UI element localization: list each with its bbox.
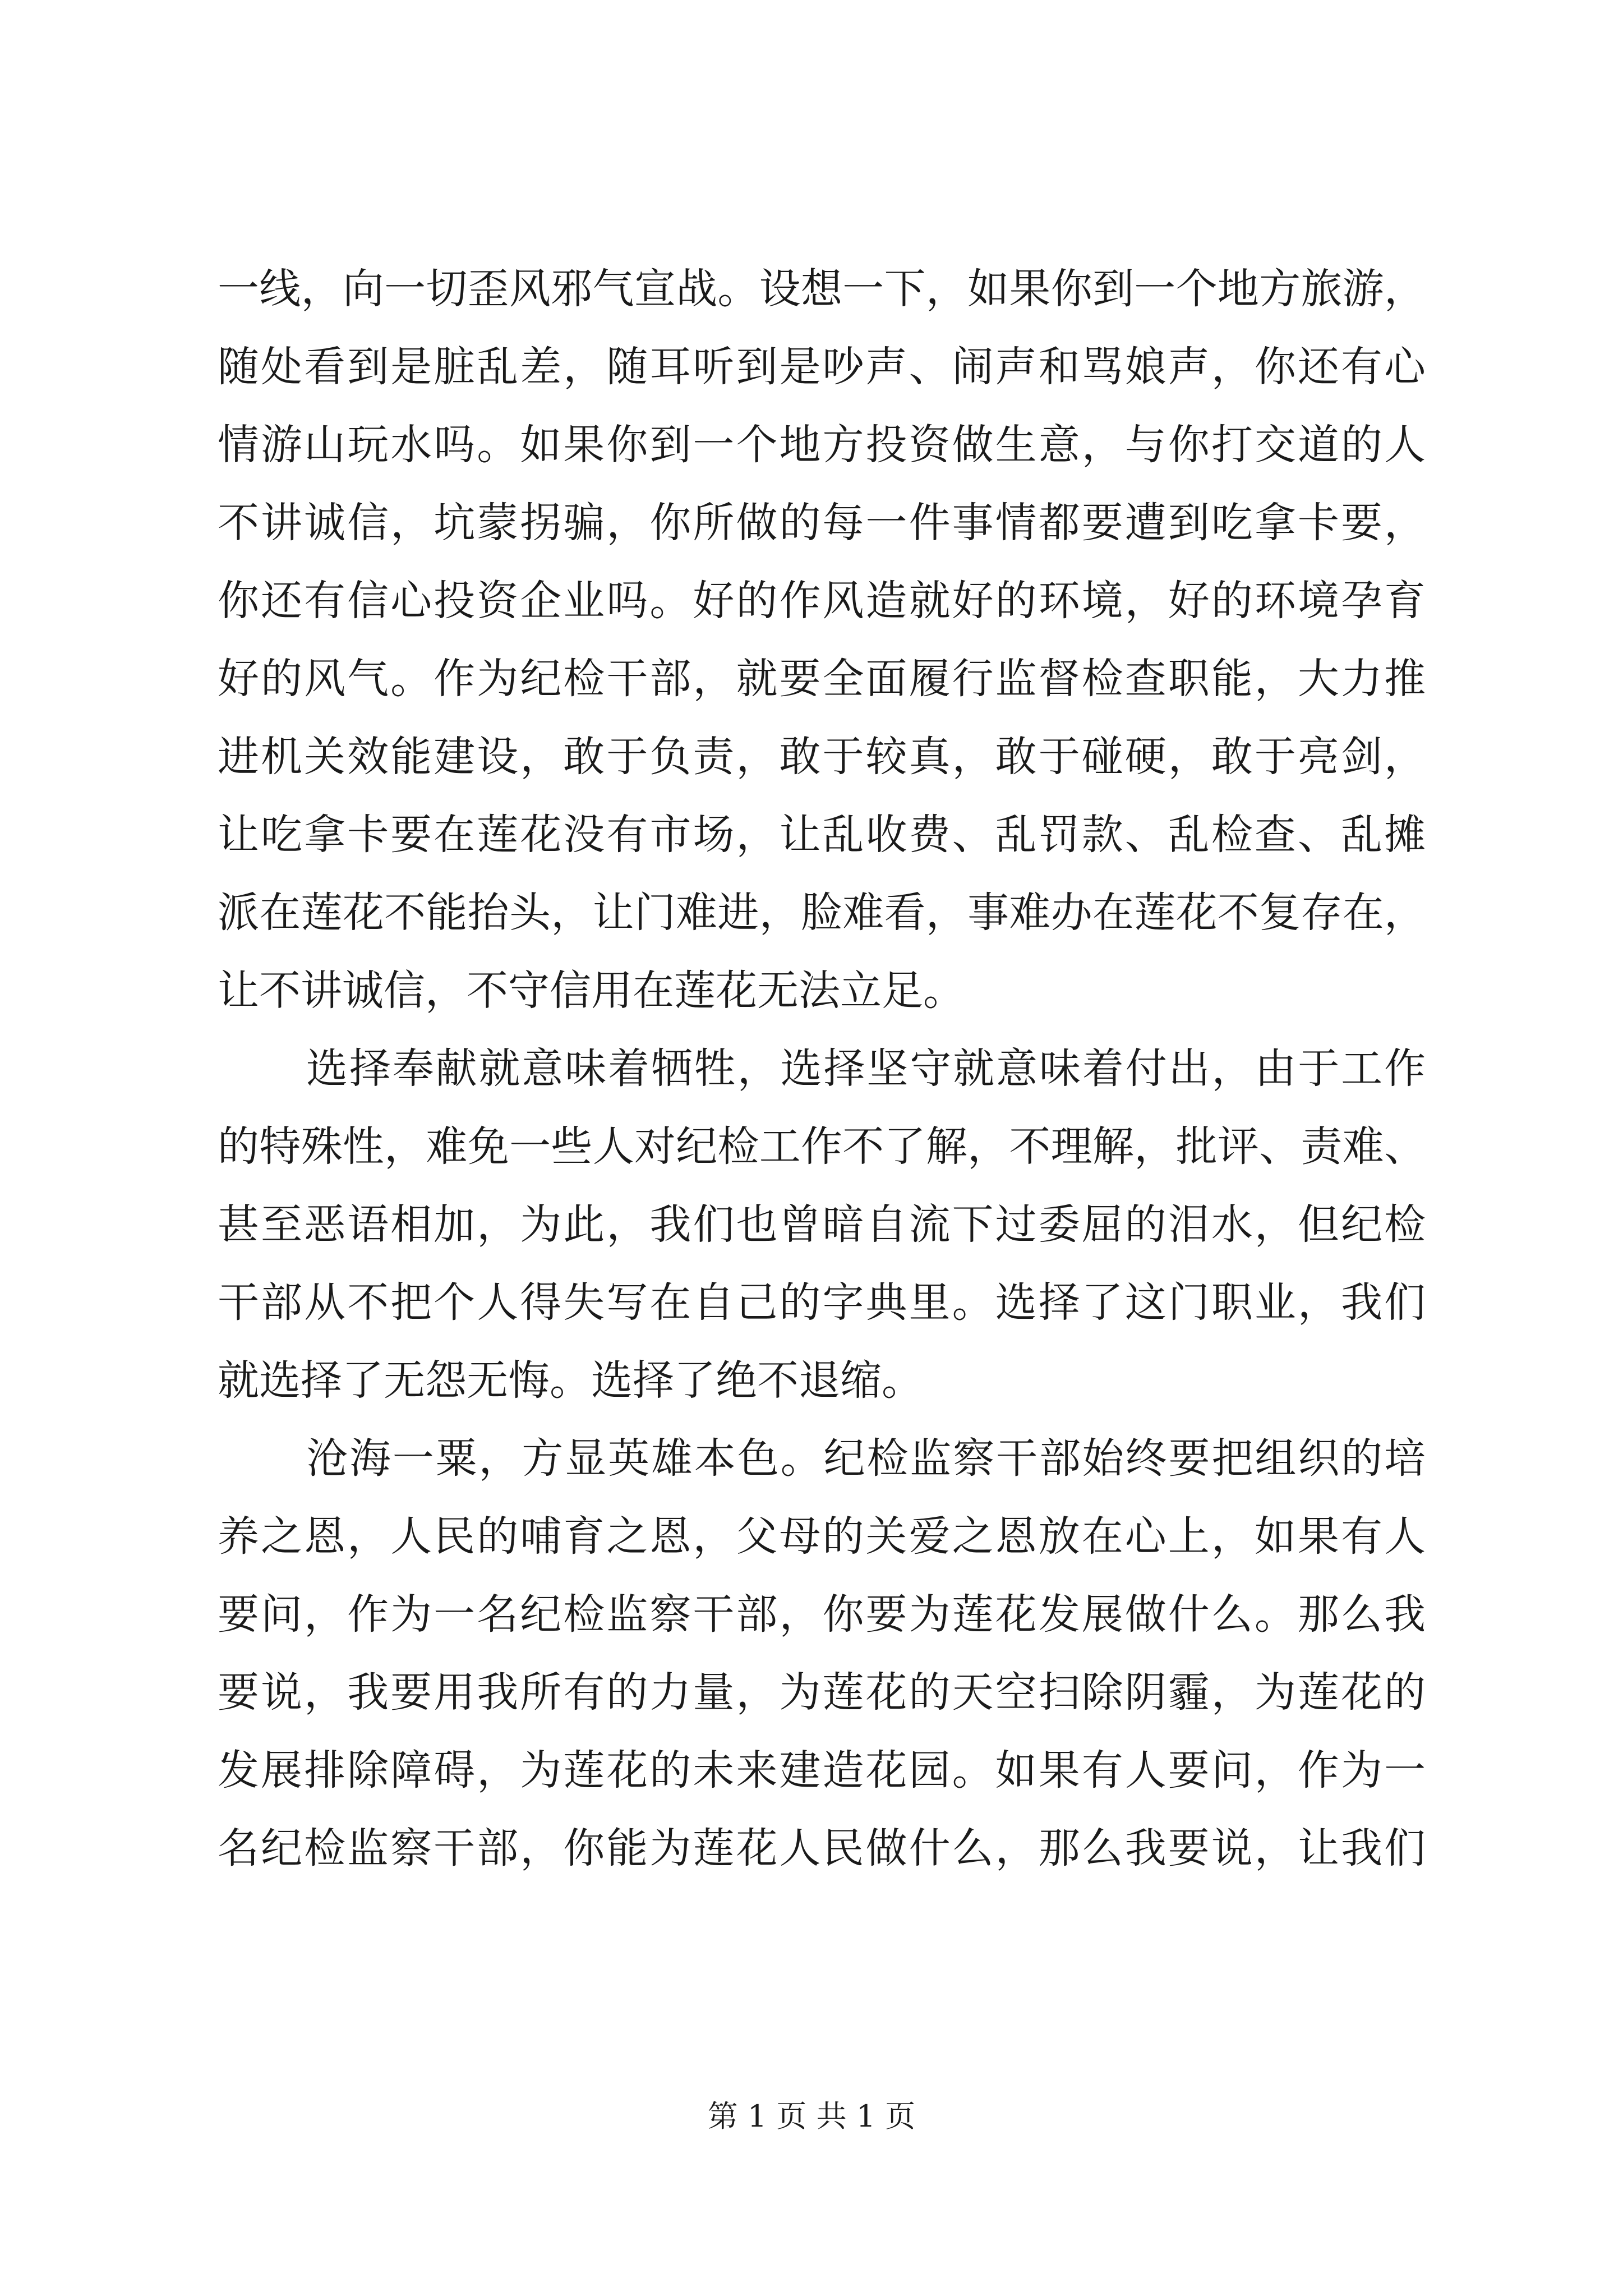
- text-line: 甚至恶语相加，为此，我们也曾暗自流下过委屈的泪水，但纪检: [218, 1200, 1426, 1249]
- paragraph: [218, 1030, 1426, 1420]
- text-line: 的特殊性，难免一些人对纪检工作不了解，不理解，批评、责难、: [218, 1122, 1426, 1171]
- text-line: 就选择了无怨无悔。选择了绝不退缩。: [218, 1356, 923, 1405]
- text-line: 养之恩，人民的哺育之恩，父母的关爱之恩放在心上，如果有人: [218, 1512, 1426, 1561]
- text-line: 一线，向一切歪风邪气宣战。设想一下，如果你到一个地方旅游，: [218, 265, 1426, 313]
- text-line: 让不讲诚信，不守信用在莲花无法立足。: [218, 967, 965, 1015]
- text-line: 发展排除障碍，为莲花的未来建造花园。如果有人要问，作为一: [218, 1746, 1426, 1795]
- text-line: 情游山玩水吗。如果你到一个地方投资做生意，与你打交道的人: [218, 421, 1426, 469]
- text-line: 要问，作为一名纪检监察干部，你要为莲花发展做什么。那么我: [218, 1590, 1426, 1639]
- text-line: 名纪检监察干部，你能为莲花人民做什么，那么我要说，让我们: [218, 1824, 1426, 1872]
- text-line: 你还有信心投资企业吗。好的作风造就好的环境，好的环境孕育: [218, 577, 1426, 625]
- page-footer: 第 1 页 共 1 页: [707, 2099, 916, 2134]
- text-line: 要说，我要用我所有的力量，为莲花的天空扫除阴霾，为莲花的: [218, 1668, 1426, 1717]
- paragraph: [218, 1420, 1426, 1888]
- text-line: 沧海一粟，方显英雄本色。纪检监察干部始终要把组织的培: [306, 1434, 1426, 1483]
- text-line: 让吃拿卡要在莲花没有市场，让乱收费、乱罚款、乱检查、乱摊: [218, 811, 1426, 859]
- text-line: 选择奉献就意味着牺牲，选择坚守就意味着付出，由于工作: [306, 1045, 1426, 1093]
- text-line: 派在莲花不能抬头，让门难进，脸难看，事难办在莲花不复存在，: [218, 889, 1426, 937]
- text-line: 干部从不把个人得失写在自己的字典里。选择了这门职业，我们: [218, 1278, 1426, 1327]
- text-line: 不讲诚信，坑蒙拐骗，你所做的每一件事情都要遭到吃拿卡要，: [218, 499, 1426, 547]
- paragraph: [218, 250, 1426, 1030]
- document-body: [218, 250, 1426, 1888]
- text-line: 随处看到是脏乱差，随耳听到是吵声、闹声和骂娘声，你还有心: [218, 343, 1426, 391]
- text-line: 进机关效能建设，敢于负责，敢于较真，敢于碰硬，敢于亮剑，: [218, 733, 1426, 781]
- text-line: 好的风气。作为纪检干部，就要全面履行监督检查职能，大力推: [218, 655, 1426, 703]
